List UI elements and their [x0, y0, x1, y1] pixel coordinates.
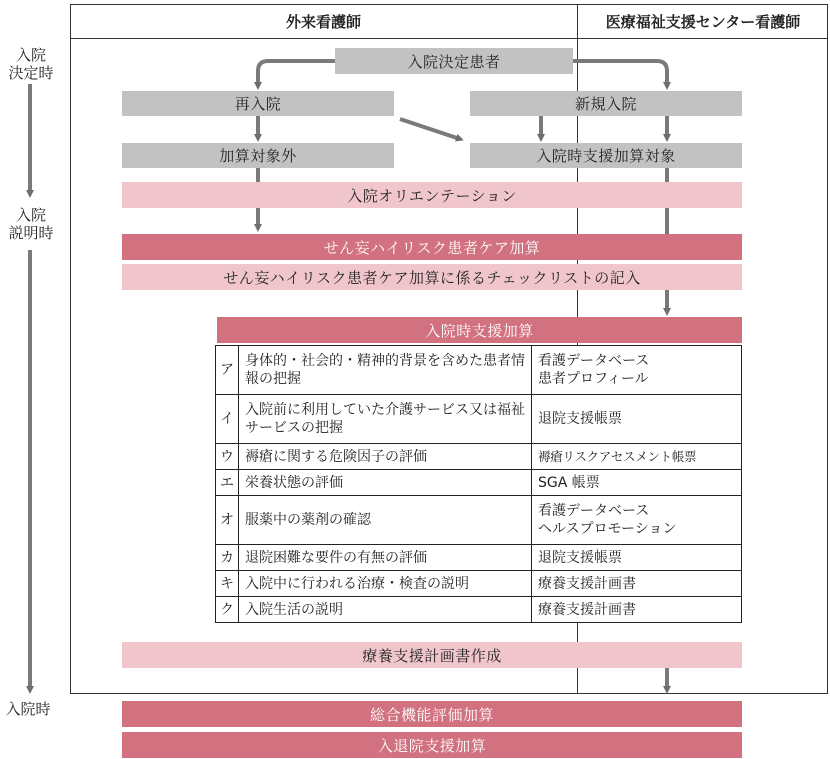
- table-cell-document: 退院支援帳票: [532, 395, 742, 444]
- table-cell-task: 入院前に利用していた介護サービス又は福祉サービスの把握: [239, 395, 532, 444]
- header-outpatient-nurse: 外来看護師: [285, 12, 361, 31]
- table-cell-document: 看護データベース 患者プロフィール: [532, 346, 742, 395]
- table-cell-key: ウ: [216, 444, 239, 470]
- table-cell-document: 療養支援計画書: [532, 571, 742, 597]
- table-row: [216, 571, 742, 597]
- table-cell-key: イ: [216, 395, 239, 444]
- table-cell-task: 栄養状態の評価: [239, 470, 532, 496]
- table-row: [216, 346, 742, 395]
- table-cell-key: キ: [216, 571, 239, 597]
- table-cell-key: オ: [216, 496, 239, 545]
- label-admission: 入院時: [5, 700, 51, 718]
- box-comprehensive-evaluation: 総合機能評価加算: [122, 701, 742, 727]
- table-cell-task: 服薬中の薬剤の確認: [239, 496, 532, 545]
- table-row: [216, 444, 742, 470]
- header-center-nurse: 医療福祉支援センター看護師: [605, 12, 801, 31]
- box-discharge-support: 入退院支援加算: [122, 732, 742, 758]
- table-cell-task: 褥瘡に関する危険因子の評価: [239, 444, 532, 470]
- box-orientation: 入院オリエンテーション: [122, 182, 742, 208]
- box-not-eligible: 加算対象外: [122, 143, 394, 168]
- table-cell-task: 入院生活の説明: [239, 597, 532, 623]
- box-admission-decided-patient: 入院決定患者: [335, 48, 573, 74]
- label-admission-decision: 入院 決定時: [8, 46, 54, 82]
- table-cell-task: 入院中に行われる治療・検査の説明: [239, 571, 532, 597]
- label-admission-explanation: 入院 説明時: [8, 206, 54, 242]
- arrow-readmission-to-eligible: [400, 119, 460, 139]
- table-row: [216, 545, 742, 571]
- arrow-to-new-admission: [573, 61, 667, 86]
- table-cell-task: 退院困難な要件の有無の評価: [239, 545, 532, 571]
- box-care-plan: 療養支援計画書作成: [122, 642, 742, 668]
- table-row: [216, 470, 742, 496]
- table-cell-task: 身体的・社会的・精神的背景を含めた患者情報の把握: [239, 346, 532, 395]
- table-row: [216, 496, 742, 545]
- table-cell-document: 褥瘡リスクアセスメント帳票: [532, 444, 742, 470]
- box-delirium-checklist: せん妄ハイリスク患者ケア加算に係るチェックリストの記入: [122, 264, 742, 290]
- table-cell-key: カ: [216, 545, 239, 571]
- box-delirium-addition: せん妄ハイリスク患者ケア加算: [122, 234, 742, 260]
- box-admission-support-addition: 入院時支援加算: [217, 317, 742, 343]
- table-row: [216, 395, 742, 444]
- box-readmission: 再入院: [122, 91, 394, 116]
- table-cell-key: ク: [216, 597, 239, 623]
- arrow-to-readmission: [258, 61, 335, 86]
- box-support-eligible: 入院時支援加算対象: [470, 143, 742, 168]
- table-row: [216, 597, 742, 623]
- table-cell-document: SGA 帳票: [532, 470, 742, 496]
- box-new-admission: 新規入院: [470, 91, 742, 116]
- table-cell-key: エ: [216, 470, 239, 496]
- table-cell-key: ア: [216, 346, 239, 395]
- table-cell-document: 看護データベース ヘルスプロモーション: [532, 496, 742, 545]
- table-cell-document: 退院支援帳票: [532, 545, 742, 571]
- support-items-table: [215, 345, 742, 623]
- table-cell-document: 療養支援計画書: [532, 597, 742, 623]
